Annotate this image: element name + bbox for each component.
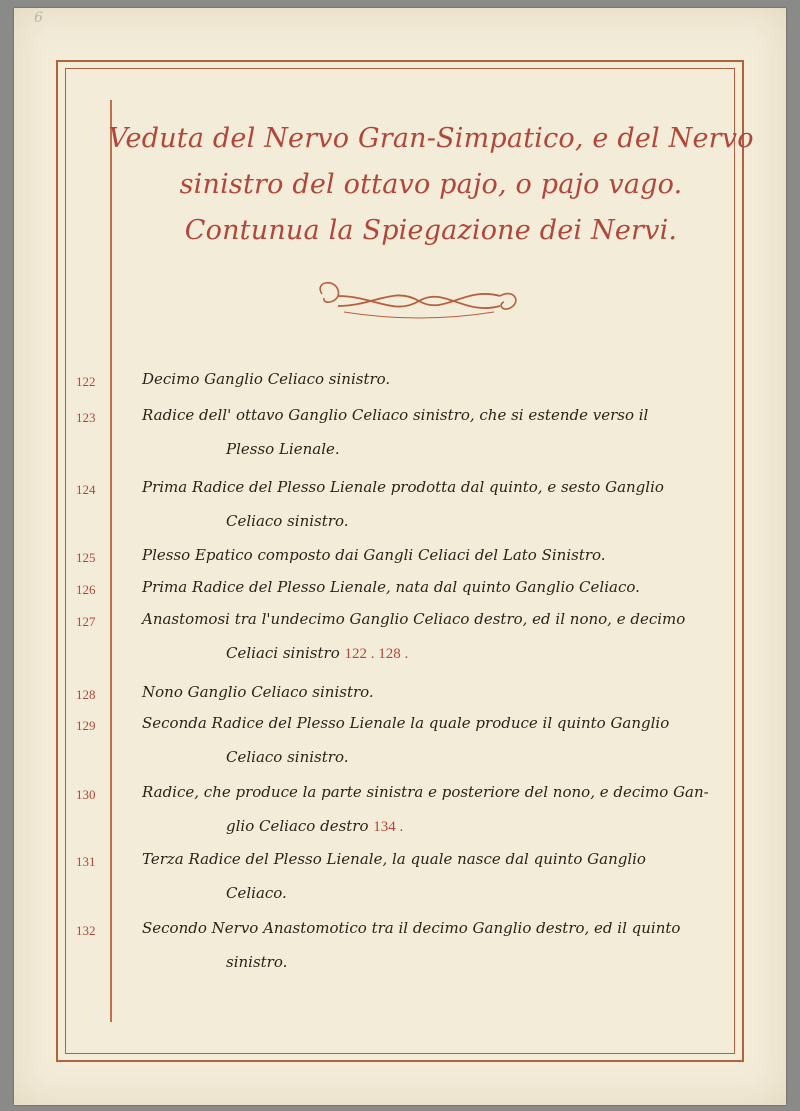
cross-reference: 134 . [373, 819, 404, 835]
entry-text-span: Celiaco. [226, 884, 287, 902]
entry-number: 129 [76, 718, 96, 733]
entry-text-span: Seconda Radice del Plesso Lienale la quale produce il quinto Ganglio [142, 714, 670, 732]
entry-text [142, 850, 646, 868]
entry-text [142, 478, 664, 496]
entry-text-span: Plesso Epatico composto dai Gangli Celiaci del Lato Sinistro. [142, 546, 606, 564]
entry-number: 125 [76, 550, 96, 565]
entry-number: 124 [76, 482, 96, 497]
entry-text [142, 370, 390, 388]
title-line-1: Veduta del Nervo Gran-Simpatico, e del Nervo [108, 123, 754, 154]
entry-text-continuation [226, 512, 348, 530]
entry-text-span: Radice, che produce la parte sinistra e posteriore del nono, e decimo Gan- [142, 783, 709, 801]
entry-list [14, 8, 786, 1105]
entry-text-span: Radice dell' ottavo Ganglio Celiaco sinistro, che si estende verso il [142, 406, 649, 424]
entry-text-span: Celiaco sinistro. [226, 748, 349, 766]
entry-text-span: Prima Radice del Plesso Lienale, nata dal quinto Ganglio Celiaco. [142, 578, 640, 596]
entry-number: 131 [76, 854, 96, 869]
entry-text-span: Decimo Ganglio Celiaco sinistro. [142, 370, 391, 388]
entry-text-span: Nono Ganglio Celiaco sinistro. [142, 683, 374, 701]
entry-text [142, 578, 640, 596]
entry-number: 126 [76, 582, 96, 597]
entry-number: 122 [76, 374, 96, 389]
entry-text [142, 919, 680, 937]
entry-text [142, 783, 709, 801]
entry-text-span: Plesso Lienale. [226, 440, 340, 458]
entry-text-span: Terza Radice del Plesso Lienale, la quale nasce dal quinto Ganglio [142, 850, 646, 868]
entry-text-continuation [226, 644, 408, 663]
entry-text-continuation [226, 817, 403, 836]
entry-number: 123 [76, 410, 96, 425]
entry-text-span: glio Celiaco destro [226, 817, 369, 835]
entry-number: 127 [76, 614, 96, 629]
entry-text [142, 610, 685, 628]
title-line-3: Contunua la Spiegazione dei Nervi. [184, 215, 678, 246]
entry-text-span: Celiaci sinistro [226, 644, 340, 662]
entry-text-continuation [226, 953, 287, 971]
entry-text-span: sinistro. [226, 953, 288, 971]
entry-text-continuation [226, 748, 348, 766]
entry-number: 128 [76, 687, 96, 702]
entry-text-span: Prima Radice del Plesso Lienale prodotta dal quinto, e sesto Ganglio [142, 478, 664, 496]
entry-text-continuation [226, 440, 340, 458]
entry-text [142, 683, 374, 701]
entry-number: 130 [76, 787, 96, 802]
entry-text [142, 406, 648, 424]
title-line-2: sinistro del ottavo pajo, o pajo vago. [179, 169, 683, 200]
entry-text-span: Anastomosi tra l'undecimo Ganglio Celiaco destro, ed il nono, e decimo [142, 610, 686, 628]
entry-text-span: Secondo Nervo Anastomotico tra il decimo Ganglio destro, ed il quinto [142, 919, 681, 937]
corner-page-mark: 6 [34, 10, 43, 26]
entry-text [142, 546, 606, 564]
entry-number: 132 [76, 923, 96, 938]
cross-reference: 122 . 128 . [344, 646, 409, 662]
entry-text-continuation [226, 884, 287, 902]
entry-text-span: Celiaco sinistro. [226, 512, 349, 530]
manuscript-page [14, 8, 786, 1105]
entry-text [142, 714, 669, 732]
